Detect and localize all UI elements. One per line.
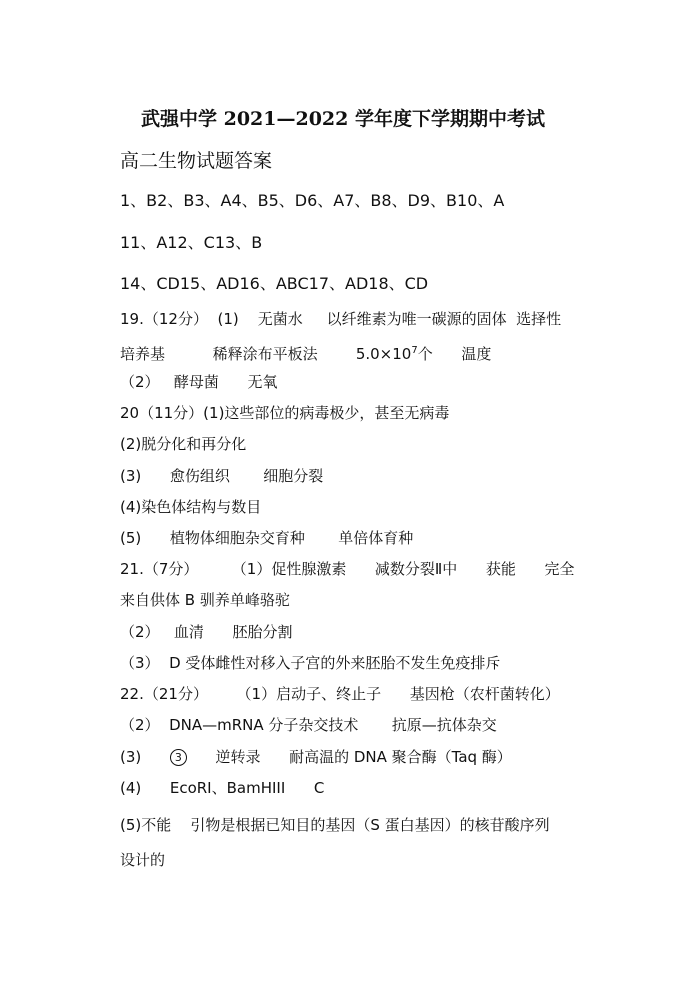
answer-line-20a: 20（11分）(1)这些部位的病毒极少，甚至无病毒: [120, 404, 450, 422]
page-title: 武强中学 2021—2022 学年度下学期期中考试: [141, 108, 545, 130]
answer-19b-unit: 个 温度: [417, 345, 492, 363]
answer-line-19b: [120, 341, 491, 364]
answer-line-20e: (5) 植物体细胞杂交育种 单倍体育种: [120, 529, 414, 547]
circled-number: 3: [170, 749, 187, 766]
answer-line-19a: 19.（12分） (1) 无菌水 以纤维素为唯一碳源的固体 选择性: [120, 310, 562, 328]
answer-line-21a: 21.（7分） （1）促性腺激素 减数分裂Ⅱ中 获能 完全: [120, 560, 575, 578]
answer-line-mc-3: 14、CD15、AD16、ABC17、AD18、CD: [120, 274, 429, 293]
answer-line-19c: （2） 酵母菌 无氧: [120, 373, 278, 391]
answer-line-22b: （2） DNA—mRNA 分子杂交技术 抗原—抗体杂交: [120, 716, 497, 734]
answer-22c-text: 逆转录 耐高温的 DNA 聚合酶（Taq 酶）: [186, 748, 512, 766]
answer-line-21d: （3） D 受体雌性对移入子宫的外来胚胎不发生免疫排斥: [120, 654, 501, 672]
page-subtitle: 高二生物试题答案: [120, 150, 273, 172]
answer-line-22d: (4) EcoRⅠ、BamHIII C: [120, 779, 325, 797]
answer-line-mc-2: 11、A12、C13、B: [120, 233, 263, 252]
answer-line-20b: (2)脱分化和再分化: [120, 435, 247, 453]
exponent: 7: [411, 345, 418, 356]
answer-line-21c: （2） 血清 胚胎分割: [120, 623, 293, 641]
answer-19b-text: 培养基 稀释涂布平板法 5.0×10: [120, 345, 412, 363]
answer-line-21b: 来自供体 B 驯养单峰骆驼: [120, 591, 290, 609]
answer-line-22c: [120, 747, 512, 767]
answer-line-20d: (4)染色体结构与数目: [120, 498, 262, 516]
answer-line-22e: (5)不能 引物是根据已知目的基因（S 蛋白基因）的核苷酸序列: [120, 816, 550, 834]
answer-line-22f: 设计的: [120, 851, 166, 869]
answer-line-mc-1: 1、B2、B3、A4、B5、D6、A7、B8、D9、B10、A: [120, 191, 505, 210]
answer-line-22a: 22.（21分） （1）启动子、终止子 基因枪（农杆菌转化）: [120, 685, 560, 703]
answer-22c-label: (3): [120, 748, 170, 766]
answer-line-20c: (3) 愈伤组织 细胞分裂: [120, 467, 324, 485]
